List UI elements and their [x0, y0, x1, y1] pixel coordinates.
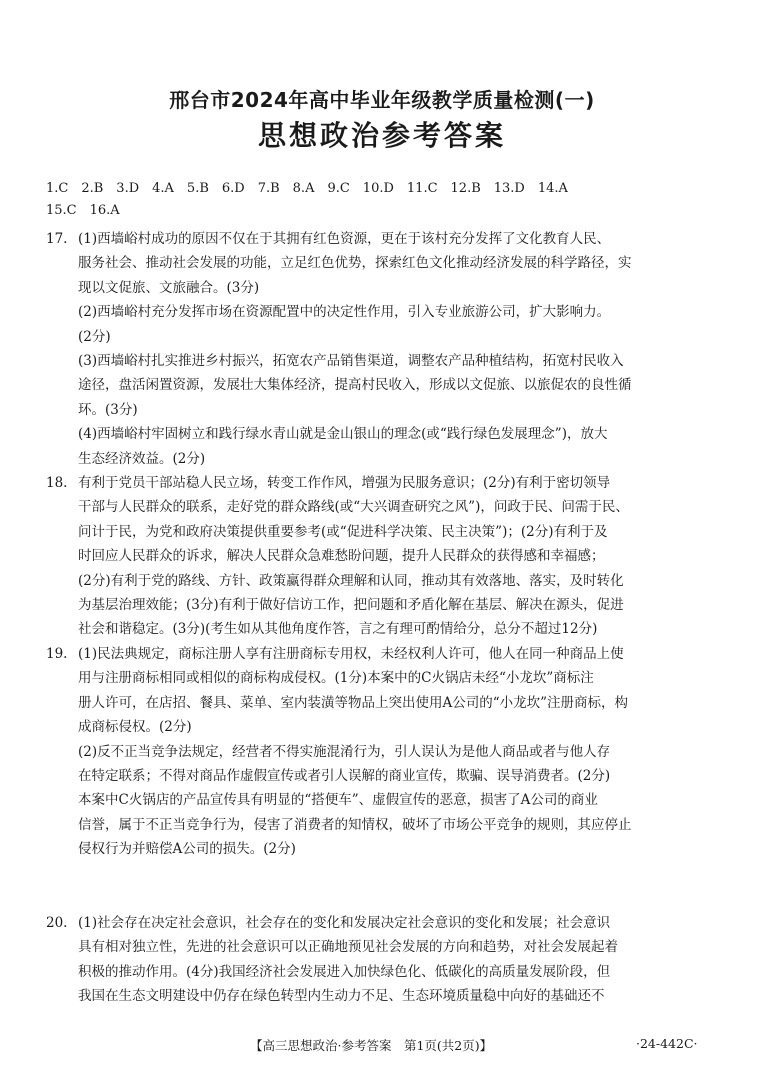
q19-line: 信誉，属于不正当竞争行为，侵害了消费者的知情权，破坏了市场公平竞争的规则，其应停止	[78, 816, 632, 833]
mc-line-2: 15.C 16.A	[46, 203, 120, 218]
q20-text: (1)社会存在决定社会意识，社会存在的变化和发展决定社会意识的变化和发展；社会意识	[78, 915, 611, 931]
q20-line: 我国在生态文明建设中仍存在绿色转型内生动力不足、生态环境质量稳中向好的基础还不	[78, 988, 605, 1005]
q19-text: (1)民法典规定，商标注册人享有注册商标专用权，未经权利人许可，他人在同一种商品上使	[78, 646, 624, 662]
question-17	[46, 227, 716, 471]
q18-line: 社会和谐稳定。(3分)(考生如从其他角度作答，言之有理可酌情给分，总分不超过12分)	[78, 621, 598, 638]
q20-line	[46, 911, 716, 935]
q20-line: 积极的推动作用。(4分)我国经济社会发展进入加快绿色化、低碳化的高质量发展阶段，但	[78, 963, 611, 980]
q17-line: (2分)	[78, 328, 111, 345]
question-18	[46, 471, 716, 642]
q17-line: 生态经济效益。(2分)	[78, 450, 206, 467]
q18-line	[46, 471, 716, 495]
footer-code: ·24-442C·	[636, 1036, 698, 1051]
q18-line: 干部与人民群众的联系，走好党的群众路线(或“大兴调查研究之风”)，问政于民、问需于民、	[78, 499, 629, 516]
q17-number: 17.	[46, 231, 68, 247]
question-19	[46, 642, 716, 862]
q17-line: 环。(3分)	[78, 401, 138, 418]
q17-line: 现以文促旅、文旅融合。(3分)	[78, 279, 260, 296]
footer-page-info: 【高三思想政治·参考答案 第1页(共2页)】	[250, 1038, 493, 1053]
q19-line: 在特定联系；不得对商品作虚假宣传或者引人误解的商业宣传，欺骗、误导消费者。(2分)	[78, 768, 611, 785]
q19-line: 册人许可，在店招、餐具、菜单、室内装潢等物品上突出使用A公司的“小龙坎”注册商标，构	[78, 694, 629, 711]
q20-line: 具有相对独立性，先进的社会意识可以正确地预见社会发展的方向和趋势，对社会发展起着	[78, 939, 618, 956]
q17-line	[46, 227, 716, 251]
mc-line-1: 1.C 2.B 3.D 4.A 5.B 6.D 7.B 8.A 9.C 10.D 11.C 12.B 13.D 14.A	[46, 181, 568, 196]
q17-line: (4)西墙峪村牢固树立和践行绿水青山就是金山银山的理念(或“践行绿色发展理念”)，放大	[78, 426, 608, 443]
q17-line: 服务社会、推动社会发展的功能，立足红色优势，探索红色文化推动经济发展的科学路径，实	[78, 255, 632, 272]
page-subtitle: 思想政治参考答案	[257, 119, 506, 152]
q17-text: (1)西墙峪村成功的原因不仅在于其拥有红色资源，更在于该村充分发挥了文化教育人民、	[78, 231, 611, 247]
q18-text: 有利于党员干部站稳人民立场，转变工作作风，增强为民服务意识；(2分)有利于密切领导	[78, 475, 611, 491]
page-title: 邢台市2024年高中毕业年级教学质量检测(一)	[169, 88, 595, 112]
q19-line: 侵权行为并赔偿A公司的损失。(2分)	[78, 841, 296, 858]
q18-line: 为基层治理效能；(3分)有利于做好信访工作，把问题和矛盾化解在基层、解决在源头，促进	[78, 597, 624, 614]
q19-line: (2)反不正当竞争法规定，经营者不得实施混淆行为，引人误认为是他人商品或者与他人存	[78, 743, 611, 760]
q19-number: 19.	[46, 646, 68, 662]
q17-line: (2)西墙峪村充分发挥市场在资源配置中的决定性作用，引入专业旅游公司，扩大影响力。	[78, 304, 611, 321]
q20-number: 20.	[46, 915, 68, 931]
q17-line: (3)西墙峪村扎实推进乡村振兴，拓宽农产品销售渠道，调整农产品种植结构，拓宽村民收入	[78, 353, 624, 370]
q19-line	[46, 642, 716, 666]
q17-line: 途径，盘活闲置资源，发展壮大集体经济，提高村民收入，形成以文促旅、以旅促农的良性循	[78, 377, 632, 394]
q18-line: 时回应人民群众的诉求，解决人民群众急难愁盼问题，提升人民群众的获得感和幸福感；	[78, 548, 605, 565]
q18-line: (2分)有利于党的路线、方针、政策赢得群众理解和认同，推动其有效落地、落实，及时转化	[78, 572, 624, 589]
q19-line: 本案中C火锅店的产品宣传具有明显的“搭便车”、虚假宣传的恶意，损害了A公司的商业	[78, 792, 598, 809]
multiple-choice-answers	[46, 178, 726, 222]
q19-line: 用与注册商标相同或相似的商标构成侵权。(1分)本案中的C火锅店未经“小龙坎”商标注	[78, 670, 594, 687]
question-20	[46, 911, 716, 1009]
q18-number: 18.	[46, 475, 68, 491]
q18-line: 问计于民，为党和政府决策提供重要参考(或“促进科学决策、民主决策”)；(2分)有利于及	[78, 523, 608, 540]
q19-line: 成商标侵权。(2分)	[78, 719, 192, 736]
